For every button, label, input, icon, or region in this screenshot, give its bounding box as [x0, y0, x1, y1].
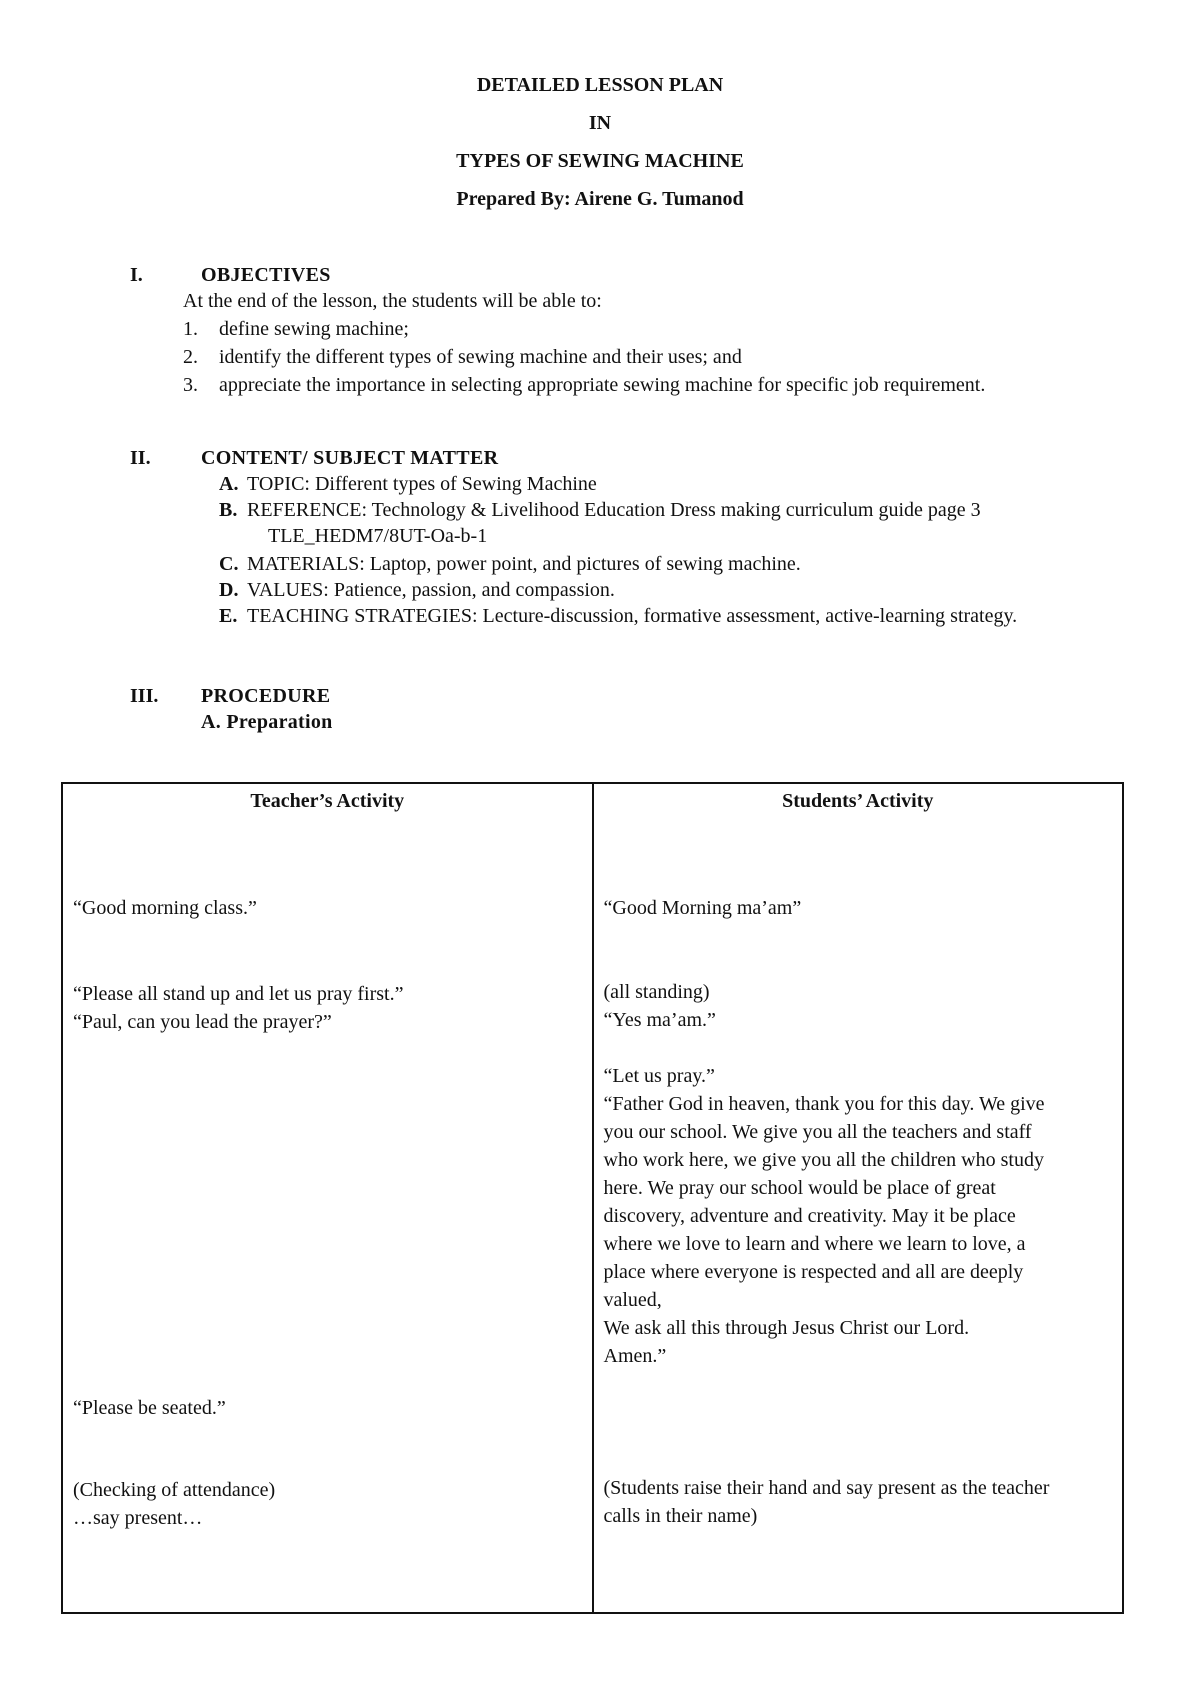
teacher-attendance: [73, 1476, 275, 1532]
teacher-seated: “Please be seated.”: [73, 1397, 226, 1419]
teacher-line: …say present…: [73, 1507, 203, 1529]
section-title-procedure: PROCEDURE: [201, 685, 331, 707]
objective-item: [183, 374, 985, 397]
prayer-line: place where everyone is respected and all are deeply: [603, 1261, 1024, 1283]
section-number-procedure: III.: [130, 685, 159, 707]
content-letter: C.: [219, 553, 239, 575]
teacher-line: (Checking of attendance): [73, 1479, 276, 1501]
objective-number: 2.: [183, 346, 198, 368]
content-text: MATERIALS: Laptop, power point, and pictures of sewing machine.: [247, 553, 801, 575]
section-number-content: II.: [130, 447, 151, 469]
content-letter: E.: [219, 605, 238, 627]
doc-title-in: IN: [588, 112, 612, 134]
content-text: TEACHING STRATEGIES: Lecture-discussion, formative assessment, active-learning strategy.: [247, 605, 1018, 627]
prayer-line: Amen.”: [603, 1345, 667, 1367]
student-prayer: [604, 1062, 1045, 1370]
procedure-subsection: A. Preparation: [201, 711, 333, 733]
prayer-line: here. We pray our school would be place of great: [603, 1177, 996, 1199]
content-item: [219, 579, 615, 602]
objectives-intro: At the end of the lesson, the students will be able to:: [183, 290, 602, 312]
student-line: calls in their name): [603, 1505, 758, 1527]
objective-text: identify the different types of sewing machine and their uses; and: [219, 346, 742, 368]
doc-topic: TYPES OF SEWING MACHINE: [456, 150, 744, 172]
student-line: (all standing): [603, 981, 710, 1003]
objective-number: 3.: [183, 374, 198, 396]
prepared-by: Prepared By: Airene G. Tumanod: [456, 188, 744, 210]
content-item: [219, 499, 981, 522]
prayer-line: valued,: [603, 1289, 662, 1311]
prayer-line: discovery, adventure and creativity. May it be place: [603, 1205, 1016, 1227]
content-text: TOPIC: Different types of Sewing Machine: [247, 473, 597, 495]
content-item: [219, 553, 801, 576]
student-standing: [604, 978, 716, 1034]
student-line: (Students raise their hand and say present as the teacher: [603, 1477, 1050, 1499]
content-item-continuation: TLE_HEDM7/8UT-Oa-b-1: [268, 525, 488, 547]
content-item: [219, 473, 597, 496]
activity-table: [61, 782, 1124, 1614]
prayer-line: you our school. We give you all the teachers and staff: [603, 1121, 1032, 1143]
teacher-prayer-request: [73, 980, 403, 1036]
content-letter: D.: [219, 579, 239, 601]
content-text: VALUES: Patience, passion, and compassion.: [247, 579, 615, 601]
student-line: “Yes ma’am.”: [603, 1009, 716, 1031]
prayer-line: We ask all this through Jesus Christ our Lord.: [603, 1317, 970, 1339]
teacher-line: “Please all stand up and let us pray first.”: [73, 983, 404, 1005]
prayer-line: “Father God in heaven, thank you for this day. We give: [603, 1093, 1045, 1115]
objective-text: appreciate the importance in selecting appropriate sewing machine for specific job requirement.: [219, 374, 986, 396]
student-activity-header: Students’ Activity: [782, 790, 934, 812]
content-text: REFERENCE: Technology & Livelihood Education Dress making curriculum guide page 3: [247, 499, 981, 521]
section-title-objectives: OBJECTIVES: [201, 264, 331, 286]
objective-item: [183, 346, 742, 369]
teacher-greeting: “Good morning class.”: [73, 897, 257, 919]
section-title-content: CONTENT/ SUBJECT MATTER: [201, 447, 499, 469]
prayer-line: “Let us pray.”: [603, 1065, 715, 1087]
student-greeting: “Good Morning ma’am”: [603, 897, 802, 919]
teacher-activity-cell: [62, 783, 593, 1613]
objective-text: define sewing machine;: [219, 318, 409, 340]
prayer-line: who work here, we give you all the children who study: [603, 1149, 1044, 1171]
objective-number: 1.: [183, 318, 198, 340]
content-item: [219, 605, 1017, 628]
student-activity-cell: [593, 783, 1124, 1613]
teacher-line: “Paul, can you lead the prayer?”: [73, 1011, 332, 1033]
content-letter: A.: [219, 473, 239, 495]
objective-item: [183, 318, 409, 341]
prayer-line: where we love to learn and where we learn to love, a: [603, 1233, 1026, 1255]
doc-title: DETAILED LESSON PLAN: [476, 74, 724, 96]
student-attendance: [604, 1474, 1050, 1530]
teacher-activity-header: Teacher’s Activity: [250, 790, 405, 812]
section-number-objectives: I.: [130, 264, 143, 286]
content-letter: B.: [219, 499, 238, 521]
